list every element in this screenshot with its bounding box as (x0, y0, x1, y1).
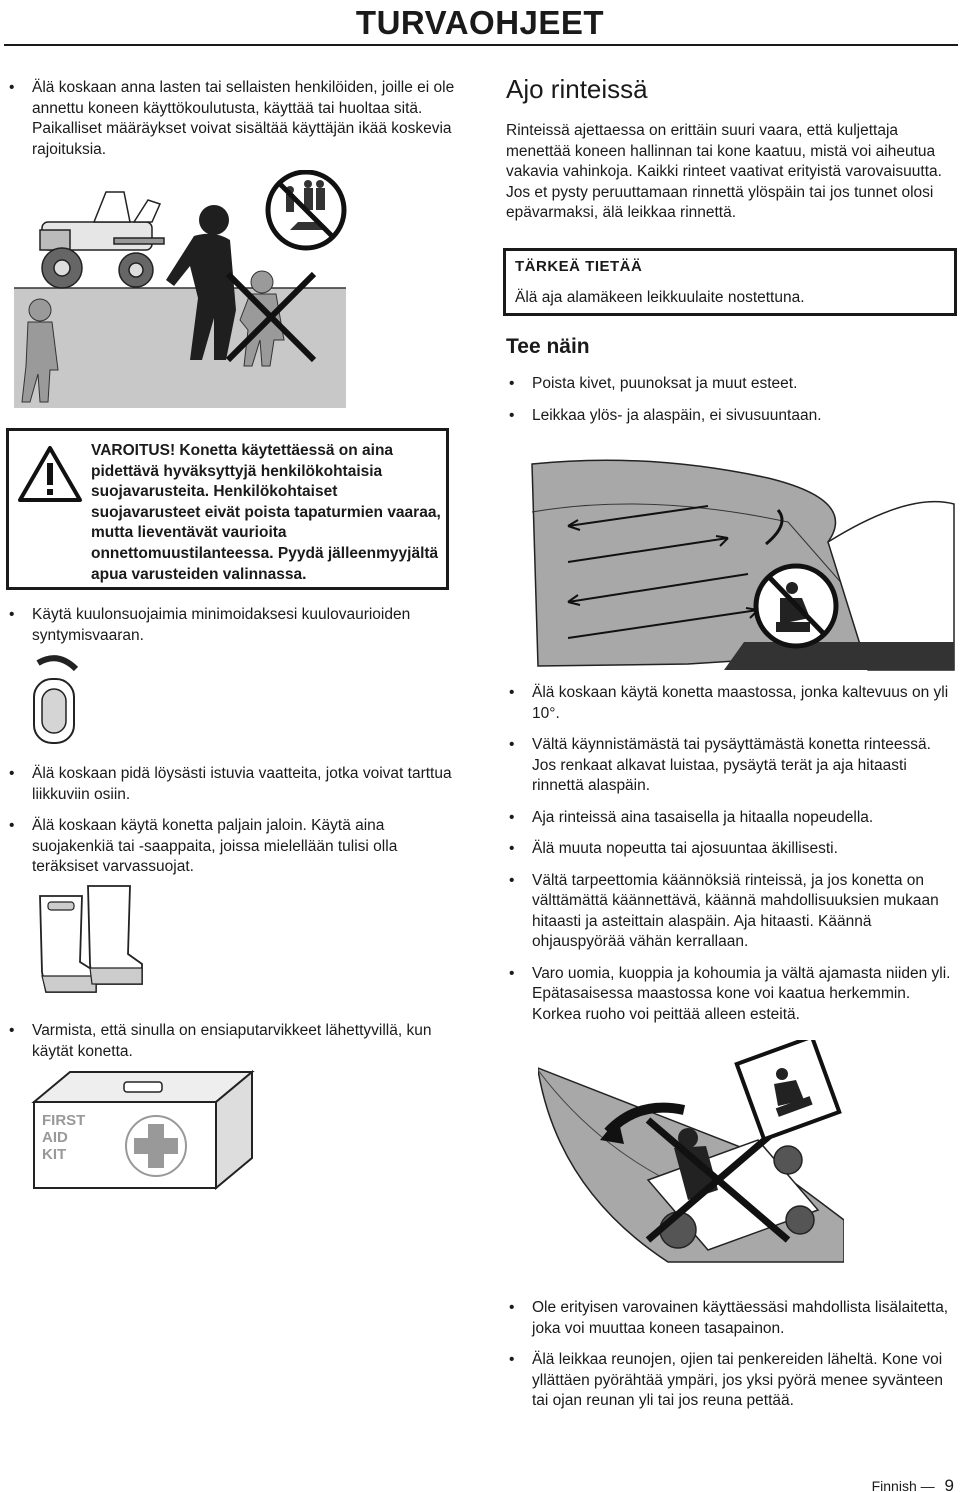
ear-protector-illustration (28, 655, 84, 753)
slope-title: Ajo rinteissä (506, 74, 648, 104)
do-list (506, 374, 956, 437)
intro-list (6, 78, 456, 171)
clothing-list (6, 764, 456, 889)
list-item: • Poista kivet, puunoksat ja muut esteet. (506, 374, 956, 395)
firstaid-list (6, 1021, 456, 1073)
tipping-mower-illustration (538, 1040, 844, 1266)
slope-intro: Rinteissä ajettaessa on erittäin suuri vaara, että kuljettaja menettää koneen hallinnan tai kone kaatuu, mistä voi aiheutua vakavia vahinkoja. Kaikki rinteet vaativat erityistä varovaisuutta. Jos et pysty peruuttamaan rinnettä ylöspäin tai jos tunnet olosi epävarmaksi, älä leikkaa rinnettä. (506, 122, 942, 221)
list-item: • Varo uomia, kuoppia ja kohoumia ja vältä ajamasta niiden yli. Epätasaisessa maastossa kone voi kaatua herkemmin. Korkea ruoho voi peittää alleen esteitä. (506, 964, 956, 1026)
page-footer (872, 1476, 954, 1492)
list-item: • Älä koskaan käytä konetta maastossa, jonka kaltevuus on yli 10°. (506, 683, 956, 724)
footer-language: Finnish (871, 1478, 917, 1492)
do-title: Tee näin (506, 335, 590, 358)
children-mower-illustration (14, 170, 354, 410)
list-item: • Vältä tarpeettomia käännöksiä rinteissä, ja jos konetta on välttämättä käännettävä, käännä mahdollisuuksien mukaan hitaasti ja asteittain alaspäin. Aja hitaasti. Käännä ohjauspyörää vähän kerrallaan. (506, 871, 956, 953)
list-item: • Älä koskaan käytä konetta paljain jaloin. Käytä aina suojakenkiä tai -saappaita, joissa mielellään tulisi olla teräksiset varvassuojat. (6, 816, 456, 878)
footer-separator: — (920, 1478, 935, 1492)
first-aid-kit-illustration (30, 1068, 256, 1192)
page-number: 9 (944, 1476, 954, 1492)
important-text: Älä aja alamäkeen leikkuulaite nostettuna. (515, 289, 805, 306)
list-item: • Aja rinteissä aina tasaisella ja hitaalla nopeudella. (506, 808, 956, 829)
warning-triangle-icon (17, 445, 83, 503)
list-item: • Älä leikkaa reunojen, ojien tai penkereiden läheltä. Kone voi yllättäen pyörähtää ympäri, jos yksi pyörä menee syvänteen tai ojan reunan yli tai jos reuna pettää. (506, 1350, 956, 1412)
list-item: • Älä koskaan pidä löysästi istuvia vaatteita, jotka voivat tarttua liikkuviin osiin. (6, 764, 456, 805)
list-item: • Ole erityisen varovainen käyttäessäsi mahdollista lisälaitetta, joka voi muuttaa koneen tasapainon. (506, 1298, 956, 1339)
list-item: • Leikkaa ylös- ja alaspäin, ei sivusuuntaan. (506, 406, 956, 427)
warning-text: VAROITUS! Konetta käytettäessä on aina pidettävä hyväksyttyjä henkilökohtaisia suojavarusteita. Henkilökohtaiset suojavarusteet eivät poista tapaturmien vaaraa, mutta lieventävät vaurioita onnettomuustilanteessa. Pyydä jälleenmyyjältä apua varusteiden valinnassa. (91, 442, 441, 583)
warning-box (6, 428, 449, 590)
important-label: TÄRKEÄ TIETÄÄ (515, 258, 643, 275)
page-title: TURVAOHJEET (355, 4, 605, 41)
final-list (506, 1298, 956, 1423)
important-box (503, 248, 957, 316)
slope-mowing-diagram (528, 452, 956, 674)
hearing-list (6, 605, 456, 657)
safety-boots-illustration (34, 884, 146, 996)
slope-guidelines-list (506, 683, 956, 1036)
list-item: • Älä koskaan anna lasten tai sellaisten henkilöiden, joille ei ole annettu koneen käyttökoulutusta, käyttää tai huoltaa sitä. Paikalliset määräykset voivat sisältää käyttäjän ikää koskevia rajoituksia. (6, 78, 456, 160)
list-item: • Vältä käynnistämästä tai pysäyttämästä konetta rinteessä. Jos renkaat alkavat luistaa, pysäytä terät ja aja hitaasti rinnettä alaspäin. (506, 735, 956, 797)
list-item: • Käytä kuulonsuojaimia minimoidaksesi kuulovaurioiden syntymisvaaran. (6, 605, 456, 646)
list-item: • Älä muuta nopeutta tai ajosuuntaa äkillisesti. (506, 839, 956, 860)
list-item: • Varmista, että sinulla on ensiaputarvikkeet lähettyvillä, kun käytät konetta. (6, 1021, 456, 1062)
first-aid-kit-label: FIRST AID KIT (42, 1112, 86, 1163)
header-divider (4, 44, 958, 46)
